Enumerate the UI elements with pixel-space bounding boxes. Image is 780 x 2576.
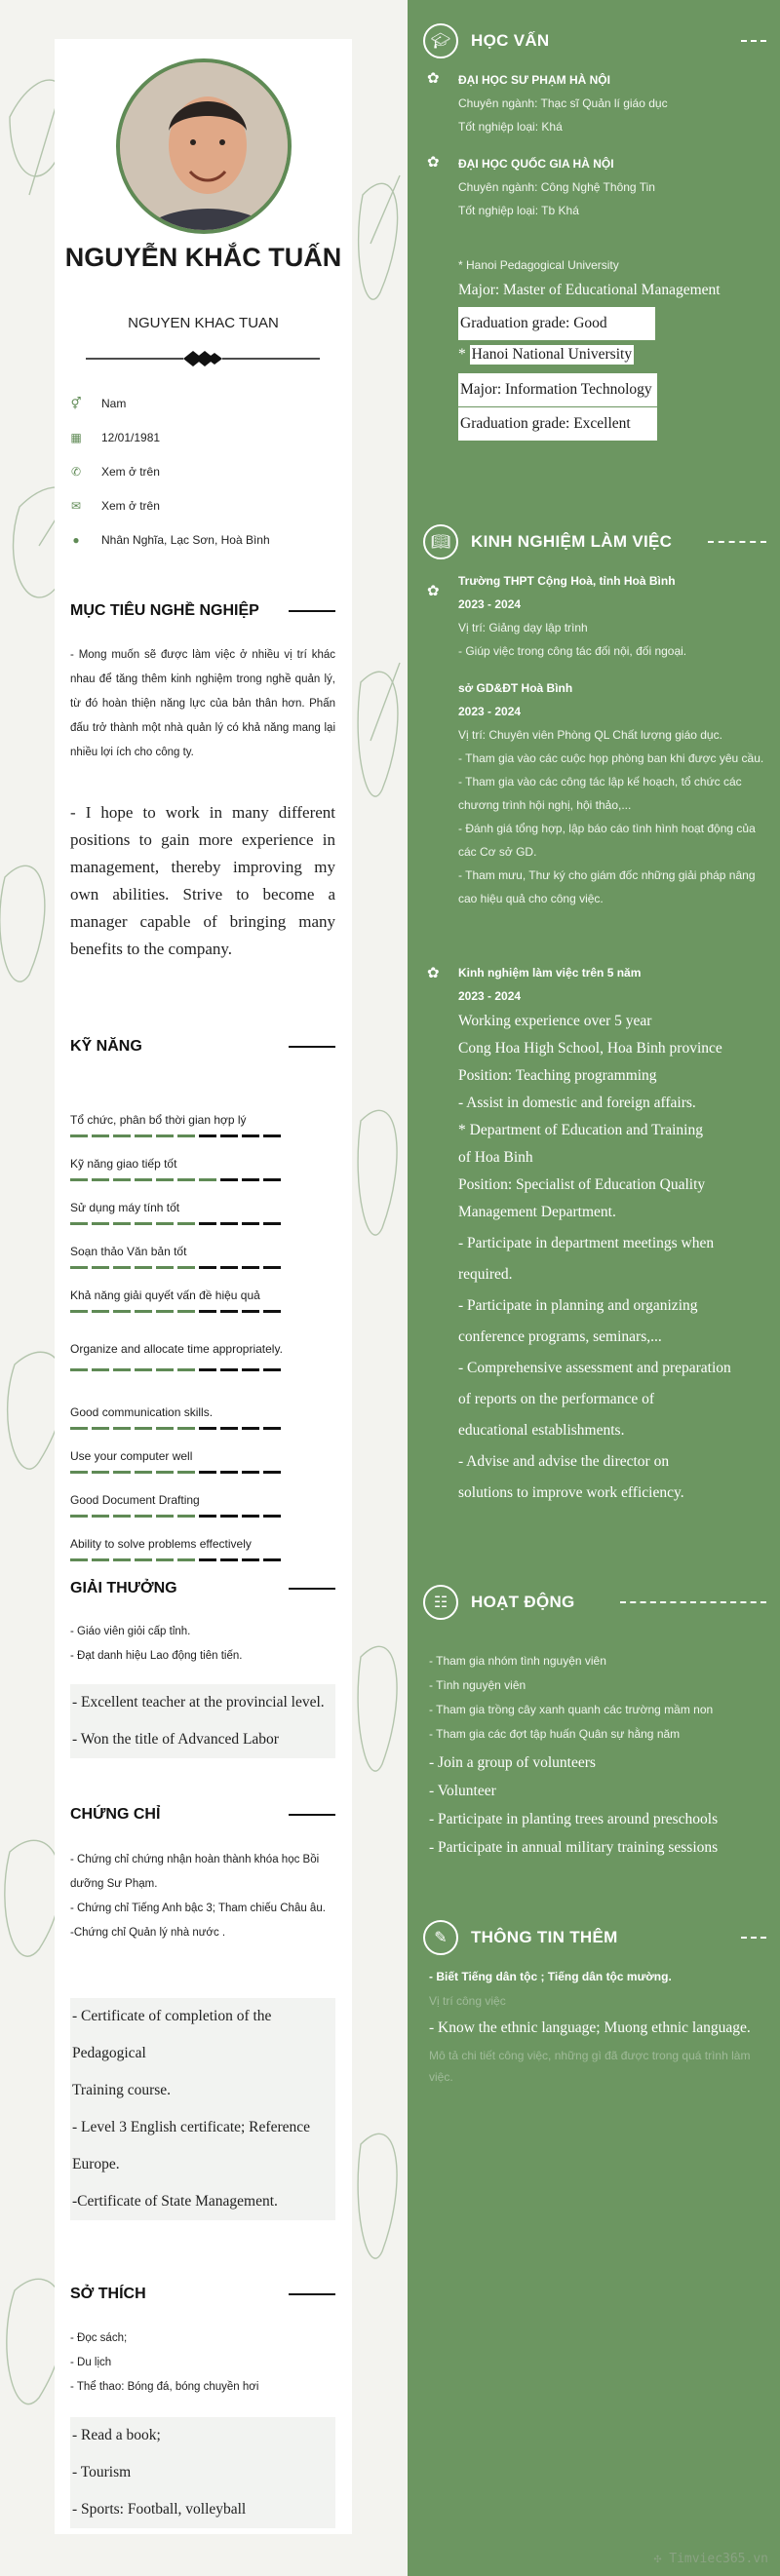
skill-level-segment — [199, 1134, 216, 1137]
skill-level-segment — [135, 1427, 152, 1430]
skill-level-segment — [135, 1310, 152, 1313]
certificates-vi: - Chứng chỉ chứng nhận hoàn thành khóa học Bồi dưỡng Sư Phạm. - Chứng chỉ Tiếng Anh bậc 3; Tham chiếu Châu âu. -Chứng chỉ Quản lý nhà nước . — [70, 1854, 326, 1939]
skill-level-segment — [177, 1266, 195, 1269]
certificates-heading: CHỨNG CHỈ — [70, 1803, 335, 1826]
skill-level-segment — [135, 1515, 152, 1518]
skill-level-segment — [92, 1558, 109, 1561]
skill-level-segment — [135, 1368, 152, 1371]
skill-level-segment — [113, 1222, 131, 1225]
skill-level-segment — [156, 1471, 174, 1474]
skill-level-segment — [156, 1515, 174, 1518]
right-column — [408, 0, 780, 2576]
skill-level-segment — [263, 1134, 281, 1137]
skill-level-segment — [156, 1368, 174, 1371]
experience-job-2: sở GD&ĐT Hoà Bình 2023 - 2024 Vị trí: Chuyên viên Phòng QL Chất lượng giáo dục. - Tham gia vào các cuộc họp phòng ban khi được yêu cầu. - Tham gia vào các công tác lập kế hoạch, tổ chức các chương trình hội nghị, hội thảo,... - Đánh giá tổng hợp, lập báo cáo tình hình hoạt động của các Cơ sở GD. - Tham mưu, Thư ký cho giám đốc những giải pháp nâng cao hiệu quả cho công việc. — [458, 681, 764, 905]
skill-level-segment — [70, 1222, 88, 1225]
skill-level-segment — [263, 1178, 281, 1181]
skill-level-segment — [220, 1222, 238, 1225]
skill-level-segment — [263, 1558, 281, 1561]
education-en-school-1: * Hanoi Pedagogical University — [458, 258, 619, 272]
skill-level-segment — [263, 1515, 281, 1518]
skill-level-segment — [70, 1134, 88, 1137]
skill-level-segment — [242, 1558, 259, 1561]
skill-level-segment — [135, 1222, 152, 1225]
activities-en: - Join a group of volunteers - Volunteer - Participate in planting trees around preschools - Participate in annual military training sessions — [429, 1754, 719, 1856]
skill-level-segment — [199, 1266, 216, 1269]
name-vietnamese: NGUYỄN KHẮC TUẤN — [64, 243, 342, 272]
flower-bullet-icon: ✿ — [427, 583, 440, 599]
experience-job-1: Trường THPT Cộng Hoà, tỉnh Hoà Bình 2023 - 2024 Vị trí: Giảng dạy lập trình - Giúp việc trong công tác đối nội, đối ngoại. — [458, 574, 687, 658]
left-column — [55, 39, 352, 2534]
skill-level-segment — [177, 1427, 195, 1430]
skill-level-segment — [70, 1266, 88, 1269]
skill-level-segment — [242, 1178, 259, 1181]
skill-level-segment — [220, 1515, 238, 1518]
skill-level-segment — [242, 1515, 259, 1518]
skill-level-bar — [70, 1222, 335, 1225]
skill-level-segment — [135, 1178, 152, 1181]
skill-level-segment — [70, 1178, 88, 1181]
skill-label: Good communication skills. — [70, 1405, 214, 1419]
skill-level-segment — [92, 1266, 109, 1269]
skill-label: Khả năng giải quyết vấn đề hiệu quả — [70, 1288, 260, 1302]
education-school-1: ĐẠI HỌC SƯ PHẠM HÀ NỘI Chuyên ngành: Thạc sĩ Quản lí giáo dục Tốt nghiệp loại: Khá — [458, 73, 668, 134]
contact-email: ✉ Xem ở trên — [68, 495, 341, 517]
skill-level-segment — [113, 1134, 131, 1137]
contact-gender: ⚥ Nam — [68, 393, 341, 414]
skill-level-segment — [113, 1368, 131, 1371]
skill-level-segment — [220, 1178, 238, 1181]
experience-job-3-en: Working experience over 5 year Cong Hoa High School, Hoa Binh province Position: Teaching programming - Assist in domestic and foreign affairs. * Department of Education and Training of Hoa Binh Position: Specialist of Education Quality Management Department. - Participate in department meetings when required. - Participate in planning and organizing conference programs, seminars,... - Comprehensive assessment and preparation of reports on the performance of educational establishments. - Advise and advise the director on solutions to improve work efficiency. — [458, 1013, 731, 1501]
skill-level-segment — [92, 1310, 109, 1313]
skill-level-segment — [263, 1471, 281, 1474]
skill-level-segment — [156, 1310, 174, 1313]
skill-level-bar — [70, 1515, 335, 1518]
skill-level-segment — [70, 1471, 88, 1474]
skill-level-segment — [156, 1427, 174, 1430]
skill-level-segment — [199, 1178, 216, 1181]
book-icon: 📖︎ — [423, 524, 458, 559]
skill-level-segment — [92, 1368, 109, 1371]
activities-heading: ☷ HOẠT ĐỘNG — [423, 1583, 766, 1622]
skill-level-segment — [177, 1368, 195, 1371]
ornament-divider — [86, 349, 320, 368]
envelope-icon: ✉ — [70, 499, 82, 513]
flower-bullet-icon: ✿ — [427, 154, 440, 171]
more-info-vi: - Biết Tiếng dân tộc ; Tiếng dân tộc mường. Vị trí công việc — [429, 1970, 672, 2008]
activities-vi: - Tham gia nhóm tình nguyện viên - Tình nguyện viên - Tham gia trồng cây xanh quanh các trường mầm non - Tham gia các đợt tập huấn Quân sự hằng năm — [429, 1654, 714, 1741]
skills-heading: KỸ NĂNG — [70, 1035, 335, 1058]
skill-label: Ability to solve problems effectively — [70, 1537, 252, 1551]
skill-level-segment — [242, 1222, 259, 1225]
skill-level-segment — [156, 1178, 174, 1181]
contact-phone: ✆ Xem ở trên — [68, 461, 341, 482]
objective-text-vi: - Mong muốn sẽ được làm việc ở nhiều vị trí khác nhau để tăng thêm kinh nghiệm trong nghề quản lý, từ đó hoàn thiện năng lực của bản thân hơn. Phấn đấu trở thành một nhà quản lý có khả năng mang lại nhiều lợi ích cho công ty. — [70, 649, 335, 758]
more-info-heading: ✎ THÔNG TIN THÊM — [423, 1918, 766, 1957]
flower-bullet-icon: ✿ — [427, 70, 440, 87]
skill-level-segment — [263, 1368, 281, 1371]
education-en-grade-1: Graduation grade: Good — [458, 307, 655, 340]
awards-heading: GIẢI THƯỞNG — [70, 1577, 335, 1600]
skill-level-segment — [92, 1427, 109, 1430]
skill-level-segment — [199, 1368, 216, 1371]
skill-level-segment — [177, 1515, 195, 1518]
skill-level-segment — [156, 1134, 174, 1137]
skill-level-segment — [113, 1310, 131, 1313]
skill-level-segment — [135, 1266, 152, 1269]
skill-level-bar — [70, 1558, 335, 1561]
skill-level-segment — [263, 1310, 281, 1313]
skill-level-bar — [70, 1178, 335, 1181]
skill-item — [70, 1111, 335, 1137]
skill-level-segment — [220, 1427, 238, 1430]
education-en-school-2-row: * Hanoi National University — [458, 346, 633, 363]
skill-level-segment — [92, 1222, 109, 1225]
skill-label: Good Document Drafting — [70, 1493, 200, 1507]
education-en-major-2: Major: Information Technology — [458, 373, 657, 406]
skill-item — [70, 1243, 335, 1269]
name-english: NGUYEN KHAC TUAN — [128, 315, 279, 331]
skill-level-segment — [199, 1310, 216, 1313]
skill-level-segment — [220, 1134, 238, 1137]
skill-label: Tổ chức, phân bổ thời gian hợp lý — [70, 1113, 247, 1127]
skill-level-segment — [220, 1558, 238, 1561]
more-info-en: - Know the ethnic language; Muong ethnic language. — [429, 2019, 751, 2036]
hobbies-heading: SỞ THÍCH — [70, 2283, 335, 2306]
skill-level-segment — [92, 1471, 109, 1474]
skill-level-segment — [156, 1558, 174, 1561]
skill-level-segment — [92, 1515, 109, 1518]
skill-label: Sử dụng máy tính tốt — [70, 1201, 180, 1214]
skill-level-segment — [220, 1266, 238, 1269]
skill-level-segment — [242, 1310, 259, 1313]
watermark: ✣ Timviec365.vn — [653, 2552, 768, 2566]
skill-label: Kỹ năng giao tiếp tốt — [70, 1157, 177, 1171]
skill-level-bar — [70, 1368, 335, 1371]
avatar — [116, 58, 292, 234]
skill-item — [70, 1403, 335, 1430]
pen-icon: ✎ — [423, 1920, 458, 1955]
skill-level-segment — [156, 1266, 174, 1269]
hobbies-vi: - Đọc sách; - Du lịch - Thể thao: Bóng đá, bóng chuyền hơi — [70, 2332, 259, 2393]
certificates-en: - Certificate of completion of the Pedagogical Training course. - Level 3 English certificate; Reference Europe. -Certificate of State Management. — [70, 1998, 335, 2220]
experience-job-3: Kinh nghiệm làm việc trên 5 năm 2023 - 2024 — [458, 966, 642, 1003]
skill-level-segment — [220, 1368, 238, 1371]
skill-level-bar — [70, 1310, 335, 1313]
phone-icon: ✆ — [70, 465, 82, 479]
awards-vi: - Giáo viên giỏi cấp tỉnh. - Đạt danh hiệu Lao động tiên tiến. — [70, 1626, 243, 1662]
skill-item — [70, 1447, 335, 1474]
skill-level-segment — [113, 1427, 131, 1430]
skill-level-segment — [177, 1310, 195, 1313]
skill-level-segment — [242, 1471, 259, 1474]
education-en-major-1: Major: Master of Educational Management — [458, 282, 721, 298]
skill-level-segment — [177, 1134, 195, 1137]
skill-level-segment — [242, 1368, 259, 1371]
skill-level-segment — [70, 1368, 88, 1371]
skill-level-segment — [113, 1471, 131, 1474]
skill-level-segment — [92, 1134, 109, 1137]
skill-item — [70, 1491, 335, 1518]
contact-address: ● Nhân Nghĩa, Lạc Sơn, Hoà Bình — [68, 529, 341, 551]
skill-level-segment — [242, 1266, 259, 1269]
objective-heading: MỤC TIÊU NGHỀ NGHIỆP — [70, 599, 335, 623]
skill-level-segment — [113, 1178, 131, 1181]
objective-text-en: - I hope to work in many different positions to gain more experience in management, thereby improving my own abilities. Strive to become a manager capable of bringing many benefits to the company. — [70, 803, 335, 958]
skill-level-segment — [113, 1558, 131, 1561]
skill-level-bar — [70, 1134, 335, 1137]
skill-item — [70, 1535, 335, 1561]
more-info-faded: Mô tả chi tiết công việc, những gì đã được trong quá trình làm việc. — [429, 2049, 751, 2084]
skill-level-bar — [70, 1427, 335, 1430]
awards-en: - Excellent teacher at the provincial level. - Won the title of Advanced Labor — [70, 1684, 335, 1758]
skill-level-segment — [177, 1558, 195, 1561]
skill-level-bar — [70, 1471, 335, 1474]
skill-level-segment — [113, 1515, 131, 1518]
skill-level-segment — [220, 1471, 238, 1474]
skill-level-segment — [113, 1266, 131, 1269]
skill-level-segment — [199, 1427, 216, 1430]
education-en-grade-2: Graduation grade: Excellent — [458, 407, 657, 441]
skill-level-segment — [135, 1134, 152, 1137]
skill-label: Organize and allocate time appropriately. — [70, 1342, 283, 1356]
handshake-icon: ☷ — [423, 1585, 458, 1620]
skill-level-segment — [177, 1222, 195, 1225]
skill-level-segment — [263, 1222, 281, 1225]
skill-item — [70, 1199, 335, 1225]
skill-level-segment — [70, 1427, 88, 1430]
skill-level-segment — [70, 1515, 88, 1518]
skill-level-segment — [135, 1471, 152, 1474]
skill-level-bar — [70, 1266, 335, 1269]
flower-bullet-icon: ✿ — [427, 965, 440, 981]
skill-level-segment — [199, 1515, 216, 1518]
skill-level-segment — [177, 1471, 195, 1474]
location-pin-icon: ● — [72, 533, 80, 547]
skill-label: Soạn thảo Văn bản tốt — [70, 1245, 187, 1258]
skill-level-segment — [135, 1558, 152, 1561]
skill-label: Use your computer well — [70, 1449, 193, 1463]
skill-level-segment — [199, 1558, 216, 1561]
skill-level-segment — [70, 1310, 88, 1313]
cake-icon: ▦ — [70, 431, 82, 444]
hobbies-en: - Read a book; - Tourism - Sports: Football, volleyball — [70, 2417, 335, 2528]
skill-level-segment — [220, 1310, 238, 1313]
skill-item — [70, 1287, 335, 1313]
skill-level-segment — [199, 1222, 216, 1225]
graduation-cap-icon: 🎓︎ — [423, 23, 458, 58]
skill-level-segment — [242, 1427, 259, 1430]
skill-level-segment — [177, 1178, 195, 1181]
skill-item — [70, 1335, 335, 1371]
gender-icon: ⚥ — [70, 397, 82, 410]
contact-birthday: ▦ 12/01/1981 — [68, 427, 341, 448]
skill-level-segment — [92, 1178, 109, 1181]
skill-level-segment — [199, 1471, 216, 1474]
skill-level-segment — [70, 1558, 88, 1561]
skill-level-segment — [156, 1222, 174, 1225]
skill-item — [70, 1155, 335, 1181]
education-school-2: ĐẠI HỌC QUỐC GIA HÀ NỘI Chuyên ngành: Công Nghệ Thông Tin Tốt nghiệp loại: Tb Khá — [458, 157, 655, 217]
skill-level-segment — [242, 1134, 259, 1137]
education-heading: 🎓︎ HỌC VẤN — [423, 21, 766, 60]
skill-level-segment — [263, 1427, 281, 1430]
experience-heading: 📖︎ KINH NGHIỆM LÀM VIỆC — [423, 522, 766, 561]
skill-level-segment — [263, 1266, 281, 1269]
